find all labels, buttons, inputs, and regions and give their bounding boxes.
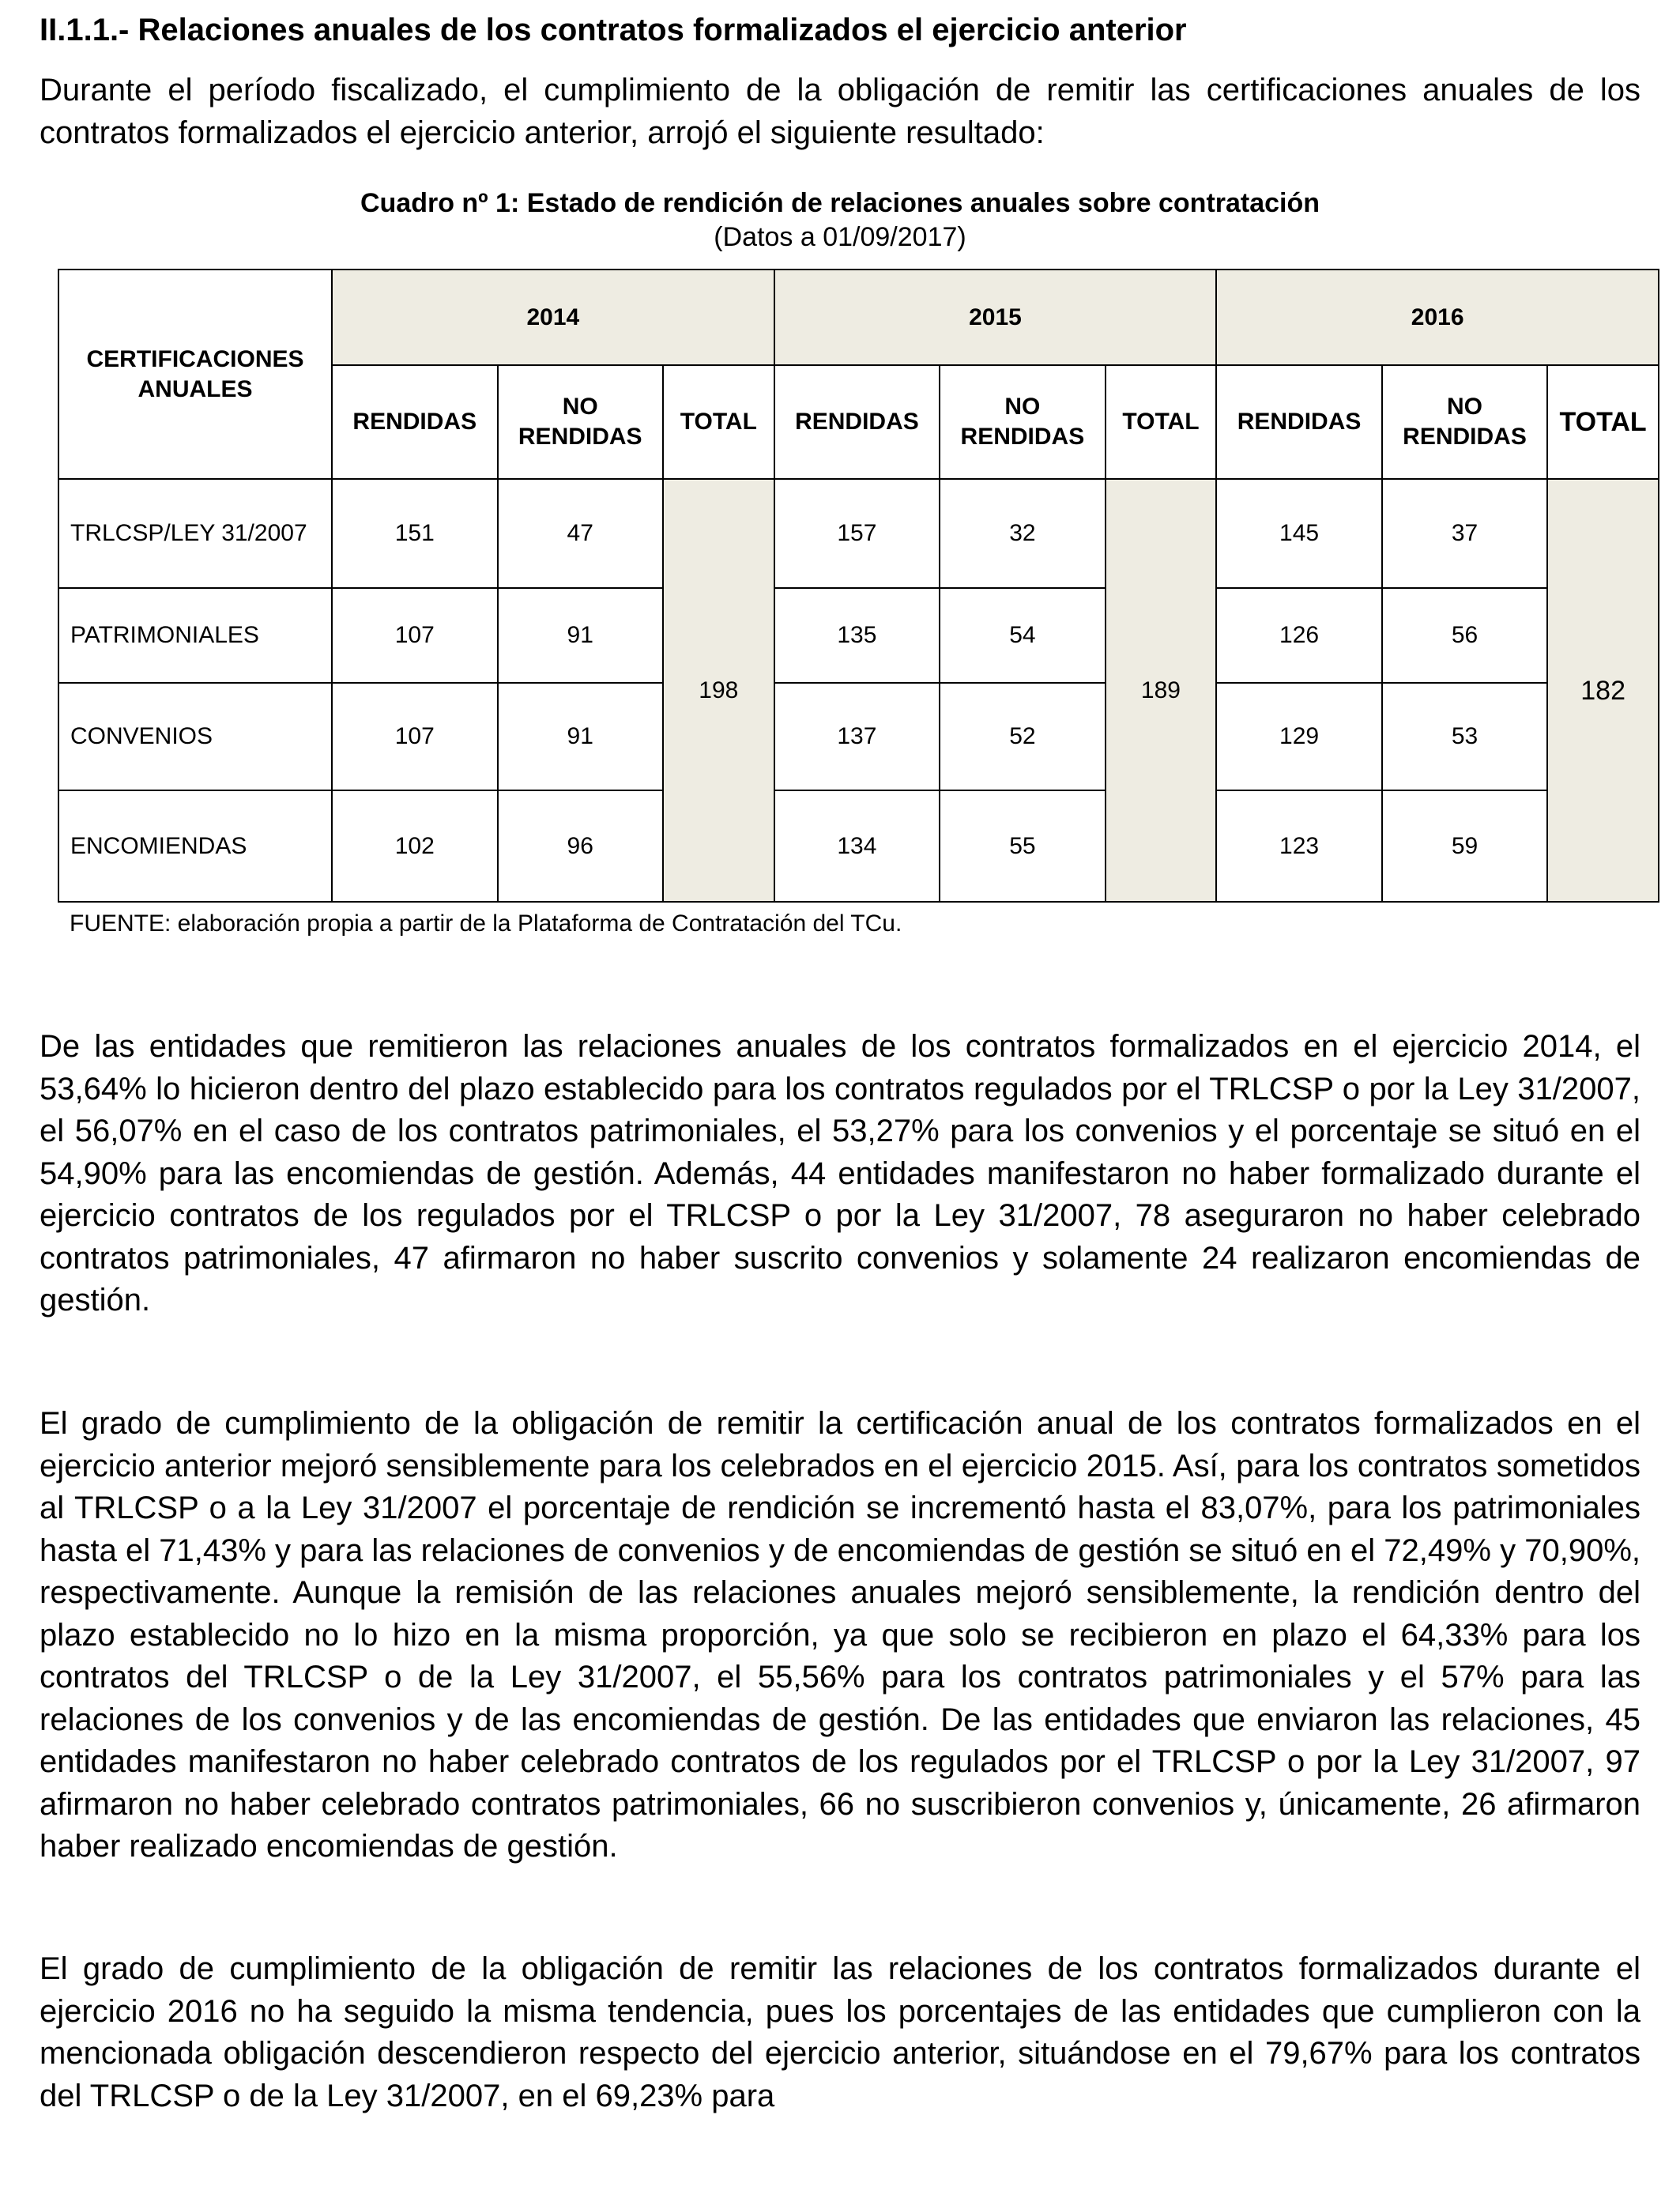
cell-no-rendidas-2014: 47 (498, 479, 663, 588)
row-label: CONVENIOS (58, 683, 332, 790)
cell-total-2014: 198 (663, 479, 774, 902)
table-row (58, 588, 1659, 683)
cell-no-rendidas-2016: 56 (1382, 588, 1547, 683)
row-label: TRLCSP/LEY 31/2007 (58, 479, 332, 588)
header-total: TOTAL (1106, 365, 1217, 479)
table-row (58, 683, 1659, 790)
intro-paragraph: Durante el período fiscalizado, el cumplimiento de la obligación de remitir las certificaciones anuales de los contratos formalizados el ejercicio anterior, arrojó el siguiente resultado: (40, 73, 1640, 150)
cell-rendidas-2014: 107 (332, 588, 497, 683)
table-caption: Cuadro nº 1: Estado de rendición de relaciones anuales sobre contratación (360, 188, 1320, 218)
cell-rendidas-2014: 102 (332, 790, 497, 902)
cell-rendidas-2016: 129 (1216, 683, 1381, 790)
table-row (58, 790, 1659, 902)
header-total: TOTAL (1547, 365, 1659, 479)
header-no-rendidas: NO RENDIDAS (1382, 365, 1547, 479)
cell-no-rendidas-2015: 54 (940, 588, 1105, 683)
header-rendidas: RENDIDAS (1216, 365, 1381, 479)
cell-no-rendidas-2015: 52 (940, 683, 1105, 790)
row-label: PATRIMONIALES (58, 588, 332, 683)
row-label: ENCOMIENDAS (58, 790, 332, 902)
cell-no-rendidas-2014: 96 (498, 790, 663, 902)
cell-rendidas-2015: 135 (774, 588, 940, 683)
table-subcaption: (Datos a 01/09/2017) (714, 222, 966, 252)
cell-total-2015: 189 (1106, 479, 1217, 902)
table-row (58, 479, 1659, 588)
cell-no-rendidas-2016: 37 (1382, 479, 1547, 588)
cell-total-2016: 182 (1547, 479, 1659, 902)
cell-rendidas-2015: 137 (774, 683, 940, 790)
cell-rendidas-2016: 145 (1216, 479, 1381, 588)
table-source-note: FUENTE: elaboración propia a partir de la Plataforma de Contratación del TCu. (70, 910, 902, 937)
cell-no-rendidas-2015: 55 (940, 790, 1105, 902)
header-certificaciones: CERTIFICACIONES ANUALES (58, 270, 332, 479)
body-paragraph: El grado de cumplimiento de la obligación de remitir la certificación anual de los contratos formalizados en el ejercicio anterior mejoró sensiblemente para los celebrados en el ejercicio 2015. Así, para los contratos sometidos al TRLCSP o a la Ley 31/2007 el porcentaje de rendición se incrementó hasta el 83,07%, para los patrimoniales hasta el 71,43% y para las relaciones de convenios y de encomiendas de gestión se situó en el 72,49% y 70,90%, respectivamente. Aunque la remisión de las relaciones anuales mejoró sensiblemente, la rendición dentro del plazo establecido no lo hizo en la misma proporción, ya que solo se recibieron en plazo el 64,33% para los contratos del TRLCSP o de la Ley 31/2007, el 55,56% para los contratos patrimoniales y el 57% para las relaciones de los convenios y de las encomiendas de gestión. De las entidades que enviaron las relaciones, 45 entidades manifestaron no haber celebrado contratos de los regulados por el TRLCSP o por la Ley 31/2007, 97 afirmaron no haber celebrado contratos patrimoniales, 66 no suscribieron convenios y, únicamente, 26 afirmaron haber realizado encomiendas de gestión. (40, 1406, 1640, 1864)
cell-rendidas-2014: 151 (332, 479, 497, 588)
cell-rendidas-2016: 126 (1216, 588, 1381, 683)
cell-rendidas-2014: 107 (332, 683, 497, 790)
cell-rendidas-2016: 123 (1216, 790, 1381, 902)
cell-no-rendidas-2015: 32 (940, 479, 1105, 588)
cell-rendidas-2015: 134 (774, 790, 940, 902)
cell-no-rendidas-2014: 91 (498, 683, 663, 790)
cell-no-rendidas-2014: 91 (498, 588, 663, 683)
header-year-2016: 2016 (1216, 270, 1659, 365)
cell-rendidas-2015: 157 (774, 479, 940, 588)
cell-no-rendidas-2016: 59 (1382, 790, 1547, 902)
cell-no-rendidas-2016: 53 (1382, 683, 1547, 790)
header-year-2015: 2015 (774, 270, 1217, 365)
header-rendidas: RENDIDAS (332, 365, 497, 479)
section-heading: II.1.1.- Relaciones anuales de los contratos formalizados el ejercicio anterior (40, 13, 1187, 47)
header-total: TOTAL (663, 365, 774, 479)
header-year-2014: 2014 (332, 270, 774, 365)
header-rendidas: RENDIDAS (774, 365, 940, 479)
header-no-rendidas: NO RENDIDAS (498, 365, 663, 479)
body-paragraph: De las entidades que remitieron las relaciones anuales de los contratos formalizados en el ejercicio 2014, el 53,64% lo hicieron dentro del plazo establecido para los contratos regulados por el TRLCSP o por la Ley 31/2007, el 56,07% en el caso de los contratos patrimoniales, el 53,27% para los convenios y el porcentaje se situó en el 54,90% para las encomiendas de gestión. Además, 44 entidades manifestaron no haber formalizado durante el ejercicio contratos de los regulados por el TRLCSP o por la Ley 31/2007, 78 aseguraron no haber celebrado contratos patrimoniales, 47 afirmaron no haber suscrito convenios y solamente 24 realizaron encomiendas de gestión. (40, 1029, 1640, 1318)
body-paragraph: El grado de cumplimiento de la obligación de remitir las relaciones de los contratos formalizados durante el ejercicio 2016 no ha seguido la misma tendencia, pues los porcentajes de las entidades que cumplieron con la mencionada obligación descendieron respecto del ejercicio anterior, situándose en el 79,67% para los contratos del TRLCSP o de la Ley 31/2007, en el 69,23% para (40, 1951, 1640, 2113)
header-no-rendidas: NO RENDIDAS (940, 365, 1105, 479)
rendition-table (58, 269, 1659, 903)
